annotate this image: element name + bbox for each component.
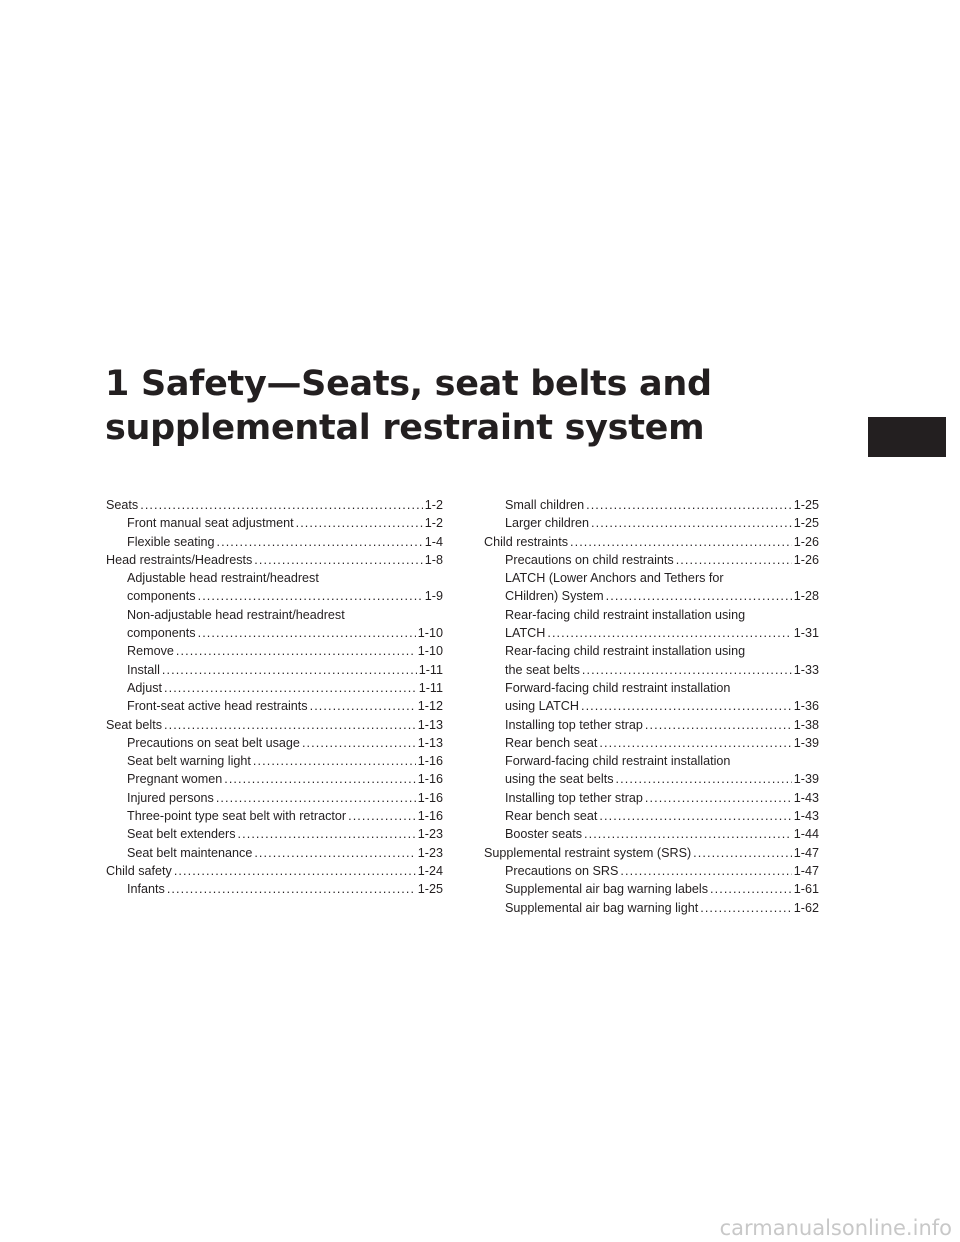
toc-entry-small-children[interactable]: Small children . . . 1-25	[484, 496, 819, 514]
toc-entry-forward-facing-latch[interactable]: Forward-facing child restraint installation using LATCH . . . 1-36	[484, 679, 819, 716]
toc-entry-non-adjustable-head-restraint[interactable]: Non-adjustable head restraint/headrest components . . . 1-10	[106, 606, 443, 643]
toc-entry-infants[interactable]: Infants . . . 1-25	[106, 880, 443, 898]
watermark: carmanualsonline.info	[719, 1216, 952, 1240]
toc-entry-rear-facing-seat-belts[interactable]: Rear-facing child restraint installation using the seat belts . . . 1-33	[484, 642, 819, 679]
toc-entry-flexible-seating[interactable]: Flexible seating . . . 1-4	[106, 533, 443, 551]
toc-entry-seats[interactable]: Seats . . . 1-2	[106, 496, 443, 514]
toc-entry-precautions-seat-belt[interactable]: Precautions on seat belt usage . . . 1-13	[106, 734, 443, 752]
toc-entry-adjust[interactable]: Adjust . . . 1-11	[106, 679, 443, 697]
toc-entry-forward-facing-seat-belts[interactable]: Forward-facing child restraint installation using the seat belts . . . 1-39	[484, 752, 819, 789]
toc-entry-rear-bench-seat-1[interactable]: Rear bench seat . . . 1-39	[484, 734, 819, 752]
toc-entry-seat-belt-maintenance[interactable]: Seat belt maintenance . . . 1-23	[106, 844, 443, 862]
chapter-title-line-1: 1 Safety—Seats, seat belts and	[105, 364, 712, 404]
toc-entry-pregnant-women[interactable]: Pregnant women . . . 1-16	[106, 770, 443, 788]
toc-entry-front-manual-seat-adjustment[interactable]: Front manual seat adjustment . . . 1-2	[106, 514, 443, 532]
toc-entry-install[interactable]: Install . . . 1-11	[106, 661, 443, 679]
chapter-title-line-2: supplemental restraint system	[105, 408, 705, 448]
toc-right-column	[484, 496, 819, 917]
toc-entry-active-head-restraints[interactable]: Front-seat active head restraints . . . 1-12	[106, 697, 443, 715]
toc-entry-rear-facing-latch[interactable]: Rear-facing child restraint installation using LATCH . . . 1-31	[484, 606, 819, 643]
chapter-tab-marker	[868, 417, 946, 457]
chapter-title	[105, 362, 805, 450]
toc-entry-larger-children[interactable]: Larger children . . . 1-25	[484, 514, 819, 532]
toc-entry-seat-belt-extenders[interactable]: Seat belt extenders . . . 1-23	[106, 825, 443, 843]
toc-entry-remove[interactable]: Remove . . . 1-10	[106, 642, 443, 660]
toc-entry-latch-system[interactable]: LATCH (Lower Anchors and Tethers for CHildren) System . . . 1-28	[484, 569, 819, 606]
toc-entry-precautions-srs[interactable]: Precautions on SRS . . . 1-47	[484, 862, 819, 880]
toc-entry-srs[interactable]: Supplemental restraint system (SRS) . . . 1-47	[484, 844, 819, 862]
toc-entry-air-bag-warning-light[interactable]: Supplemental air bag warning light . . . 1-62	[484, 899, 819, 917]
toc-entry-injured-persons[interactable]: Injured persons . . . 1-16	[106, 789, 443, 807]
toc-entry-precautions-child-restraints[interactable]: Precautions on child restraints . . . 1-26	[484, 551, 819, 569]
toc-entry-child-safety[interactable]: Child safety . . . 1-24	[106, 862, 443, 880]
toc-entry-seat-belts[interactable]: Seat belts . . . 1-13	[106, 716, 443, 734]
toc-entry-rear-bench-seat-2[interactable]: Rear bench seat . . . 1-43	[484, 807, 819, 825]
toc-entry-child-restraints[interactable]: Child restraints . . . 1-26	[484, 533, 819, 551]
toc-entry-head-restraints[interactable]: Head restraints/Headrests . . . 1-8	[106, 551, 443, 569]
toc-left-column	[106, 496, 443, 899]
toc-entry-air-bag-warning-labels[interactable]: Supplemental air bag warning labels . . . 1-61	[484, 880, 819, 898]
toc-entry-installing-top-tether-2[interactable]: Installing top tether strap . . . 1-43	[484, 789, 819, 807]
toc-entry-seat-belt-warning-light[interactable]: Seat belt warning light . . . 1-16	[106, 752, 443, 770]
toc-entry-installing-top-tether-1[interactable]: Installing top tether strap . . . 1-38	[484, 716, 819, 734]
toc-entry-booster-seats[interactable]: Booster seats . . . 1-44	[484, 825, 819, 843]
toc-entry-adjustable-head-restraint[interactable]: Adjustable head restraint/headrest components . . . 1-9	[106, 569, 443, 606]
toc-entry-three-point-seat-belt[interactable]: Three-point type seat belt with retractor . . . 1-16	[106, 807, 443, 825]
